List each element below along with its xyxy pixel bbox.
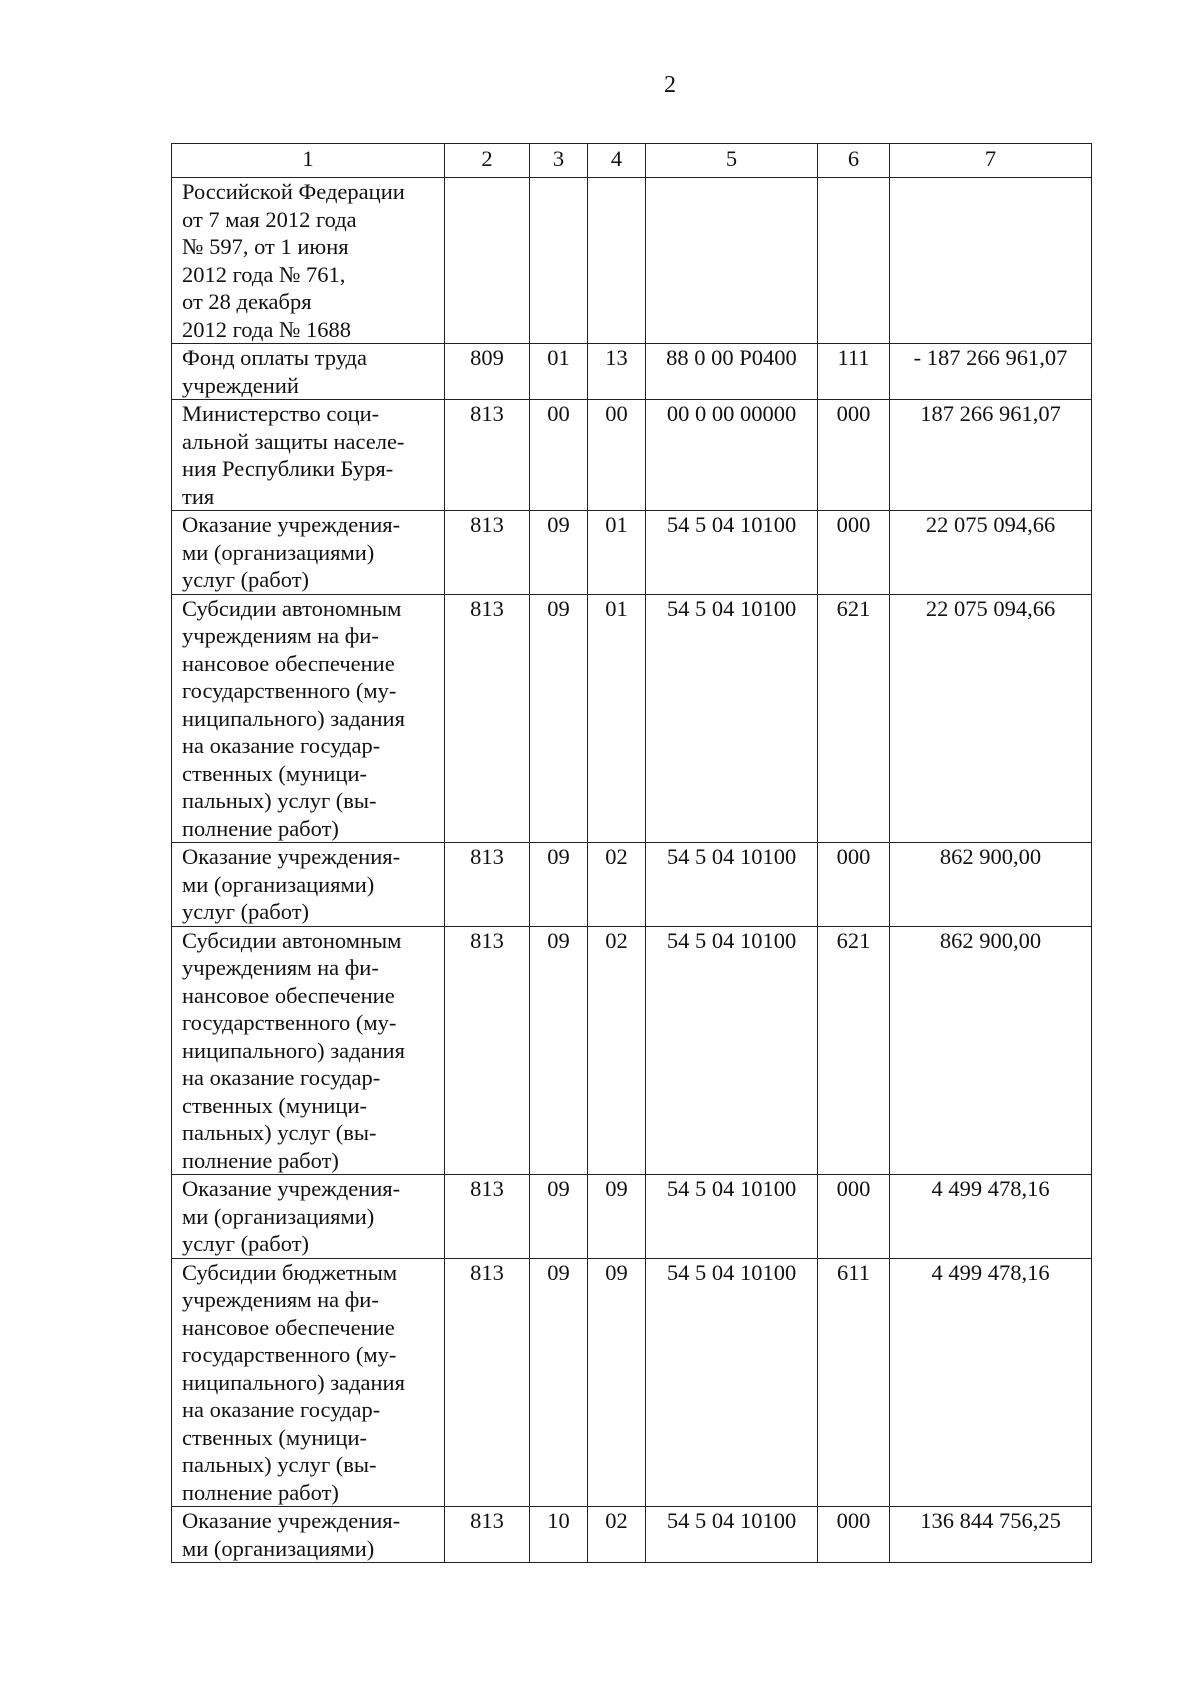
expense-type-code: 111 [818, 344, 890, 400]
amount: 22 075 094,66 [890, 594, 1092, 843]
subsection-code: 13 [588, 344, 646, 400]
subsection-code: 00 [588, 400, 646, 511]
target-article-code: 54 5 04 10100 [646, 1258, 818, 1507]
section-code: 09 [530, 511, 588, 595]
expense-type-code: 621 [818, 926, 890, 1175]
expense-type-code: 000 [818, 511, 890, 595]
ministry-code: 813 [445, 1507, 530, 1563]
section-code: 10 [530, 1507, 588, 1563]
section-code: 09 [530, 1258, 588, 1507]
table-row [172, 926, 1092, 1175]
column-number: 3 [530, 144, 588, 178]
ministry-code: 813 [445, 1175, 530, 1259]
subsection-code: 09 [588, 1258, 646, 1507]
table-row [172, 1258, 1092, 1507]
target-article-code: 54 5 04 10100 [646, 511, 818, 595]
section-code: 01 [530, 344, 588, 400]
expense-type-code: 000 [818, 843, 890, 927]
expense-type-code: 000 [818, 1175, 890, 1259]
expense-type-code: 611 [818, 1258, 890, 1507]
amount: 862 900,00 [890, 926, 1092, 1175]
amount: - 187 266 961,07 [890, 344, 1092, 400]
row-name: Субсидии бюджетным учреждениям на фи- нансовое обеспечение государственного (му- ниципального) задания на оказание государ- ственных (муници- пальных) услуг (вы- полнение работ) [172, 1258, 445, 1507]
row-name: Субсидии автономным учреждениям на фи- нансовое обеспечение государственного (му- ниципального) задания на оказание государ- ственных (муници- пальных) услуг (вы- полнение работ) [172, 594, 445, 843]
budget-table [171, 143, 1092, 1563]
expense-type-code [818, 178, 890, 344]
section-code: 09 [530, 1175, 588, 1259]
page-number: 2 [664, 72, 676, 98]
target-article-code [646, 178, 818, 344]
target-article-code: 54 5 04 10100 [646, 926, 818, 1175]
ministry-code: 813 [445, 1258, 530, 1507]
section-code [530, 178, 588, 344]
amount: 136 844 756,25 [890, 1507, 1092, 1563]
amount: 862 900,00 [890, 843, 1092, 927]
row-name: Оказание учреждения- ми (организациями) услуг (работ) [172, 843, 445, 927]
subsection-code [588, 178, 646, 344]
ministry-code [445, 178, 530, 344]
table-row [172, 1175, 1092, 1259]
amount: 22 075 094,66 [890, 511, 1092, 595]
column-number-row [172, 144, 1092, 178]
table-row [172, 594, 1092, 843]
subsection-code: 02 [588, 843, 646, 927]
target-article-code: 54 5 04 10100 [646, 1507, 818, 1563]
row-name: Министерство соци- альной защиты населе- ния Республики Буря- тия [172, 400, 445, 511]
section-code: 09 [530, 594, 588, 843]
table-row [172, 1507, 1092, 1563]
target-article-code: 54 5 04 10100 [646, 1175, 818, 1259]
section-code: 09 [530, 843, 588, 927]
subsection-code: 02 [588, 1507, 646, 1563]
table-row [172, 178, 1092, 344]
ministry-code: 813 [445, 843, 530, 927]
table-row [172, 400, 1092, 511]
column-number: 1 [172, 144, 445, 178]
target-article-code: 88 0 00 Р0400 [646, 344, 818, 400]
row-name: Фонд оплаты труда учреждений [172, 344, 445, 400]
row-name: Оказание учреждения- ми (организациями) услуг (работ) [172, 511, 445, 595]
row-name: Субсидии автономным учреждениям на фи- нансовое обеспечение государственного (му- ниципального) задания на оказание государ- ственных (муници- пальных) услуг (вы- полнение работ) [172, 926, 445, 1175]
amount [890, 178, 1092, 344]
column-number: 2 [445, 144, 530, 178]
subsection-code: 09 [588, 1175, 646, 1259]
target-article-code: 54 5 04 10100 [646, 594, 818, 843]
section-code: 09 [530, 926, 588, 1175]
subsection-code: 01 [588, 594, 646, 843]
column-number: 5 [646, 144, 818, 178]
column-number: 6 [818, 144, 890, 178]
amount: 4 499 478,16 [890, 1175, 1092, 1259]
section-code: 00 [530, 400, 588, 511]
subsection-code: 01 [588, 511, 646, 595]
ministry-code: 809 [445, 344, 530, 400]
table-row [172, 843, 1092, 927]
row-name: Оказание учреждения- ми (организациями) [172, 1507, 445, 1563]
amount: 4 499 478,16 [890, 1258, 1092, 1507]
expense-type-code: 000 [818, 1507, 890, 1563]
expense-type-code: 000 [818, 400, 890, 511]
target-article-code: 54 5 04 10100 [646, 843, 818, 927]
table-row [172, 344, 1092, 400]
row-name: Российской Федерации от 7 мая 2012 года № 597, от 1 июня 2012 года № 761, от 28 декабря 2012 года № 1688 [172, 178, 445, 344]
ministry-code: 813 [445, 926, 530, 1175]
ministry-code: 813 [445, 594, 530, 843]
ministry-code: 813 [445, 400, 530, 511]
table-row [172, 511, 1092, 595]
amount: 187 266 961,07 [890, 400, 1092, 511]
expense-type-code: 621 [818, 594, 890, 843]
row-name: Оказание учреждения- ми (организациями) услуг (работ) [172, 1175, 445, 1259]
column-number: 7 [890, 144, 1092, 178]
target-article-code: 00 0 00 00000 [646, 400, 818, 511]
subsection-code: 02 [588, 926, 646, 1175]
ministry-code: 813 [445, 511, 530, 595]
column-number: 4 [588, 144, 646, 178]
